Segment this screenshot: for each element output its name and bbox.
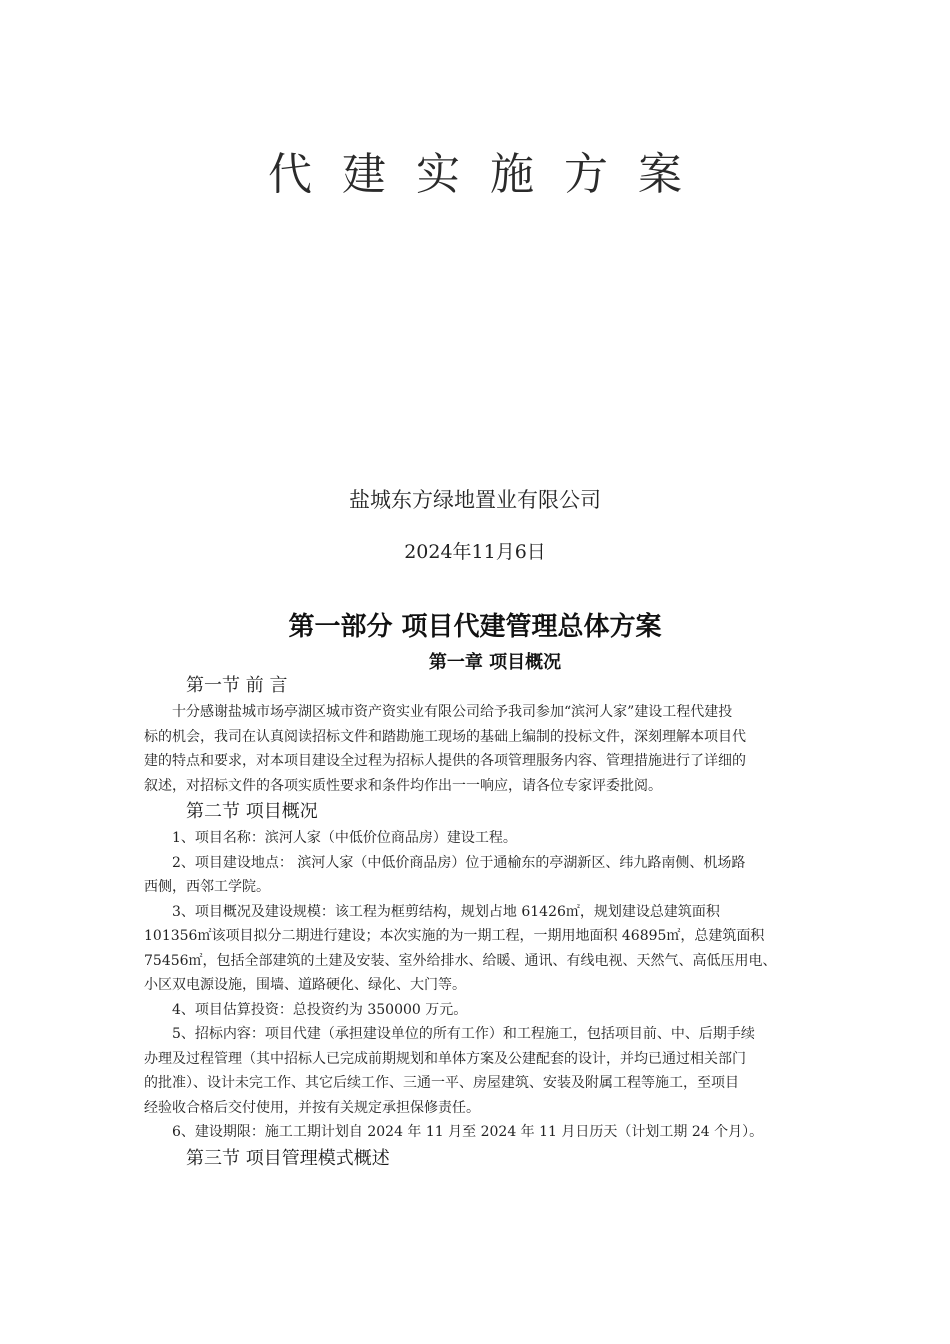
paragraph-line: 的批准）、设计未完工作、其它后续工作、三通一平、房屋建筑、安装及附属工程等施工，至项目 [144,1075,739,1091]
paragraph-line: 标的机会，我司在认真阅读招标文件和踏勘施工现场的基础上编制的投标文件，深刻理解本项目代 [144,728,746,745]
body-content [144,672,814,1173]
paragraph [144,998,814,1023]
paragraph-line: 小区双电源设施，围墙、道路硬化、绿化、大门等。 [144,977,466,993]
chapter-title: 第一章 项目概况 [428,652,562,673]
paragraph-line: 4、项目估算投资：总投资约为 350000 万元。 [172,1001,468,1018]
paragraph [144,851,814,900]
paragraph-line: 2、项目建设地点： 滨河人家（中低价商品房）位于通榆东的亭湖新区、纬九路南侧、机场路 [172,854,746,871]
paragraph-line: 75456㎡，包括全部建筑的土建及安装、室外给排水、给暖、通讯、有线电视、天然气、高低压用电、 [144,952,777,969]
paragraph-line: 西侧，西邻工学院。 [144,879,270,895]
paragraph-line: 建的特点和要求，对本项目建设全过程为招标人提供的各项管理服务内容、管理措施进行了详细的 [144,753,746,769]
paragraph [144,1022,814,1120]
paragraph-line: 3、项目概况及建设规模：该工程为框剪结构，规划占地 61426㎡，规划建设总建筑面积 [172,903,720,920]
paragraph-line: 6、建设期限：施工工期计划自 2024 年 11 月至 2024 年 11 月日历天（计划工期 24 个月）。 [172,1124,764,1140]
paragraph-line: 1、项目名称：滨河人家（中低价位商品房）建设工程。 [172,830,517,846]
part-title: 第一部分 项目代建管理总体方案 [288,612,662,642]
paragraph [144,900,814,998]
paragraph [144,826,814,851]
section-heading: 第一节 前 言 [186,675,288,696]
main-title: 代建实施方案 [268,149,712,200]
section-heading: 第二节 项目概况 [186,801,318,822]
paragraph-line: 十分感谢盐城市场亭湖区城市资产资实业有限公司给予我司参加“滨河人家”建设工程代建投 [172,704,733,720]
paragraph [144,1120,814,1145]
paragraph [144,700,814,798]
paragraph-line: 叙述，对招标文件的各项实质性要求和条件均作出一一响应，请各位专家评委批阅。 [144,777,662,794]
document-date: 2024年11月6日 [404,541,546,563]
section-heading: 第三节 项目管理模式概述 [186,1147,390,1169]
company-name: 盐城东方绿地置业有限公司 [349,488,601,512]
paragraph-line: 5、招标内容：项目代建（承担建设单位的所有工作）和工程施工，包括项目前、中、后期手续 [172,1026,755,1042]
paragraph-line: 经验收合格后交付使用，并按有关规定承担保修责任。 [144,1099,480,1116]
paragraph-line: 办理及过程管理（其中招标人已完成前期规划和单体方案及公建配套的设计，并均已通过相关部门 [144,1050,746,1067]
paragraph-line: 101356㎡该项目拟分二期进行建设；本次实施的为一期工程，一期用地面积 46895㎡，总建筑面积 [144,928,765,944]
